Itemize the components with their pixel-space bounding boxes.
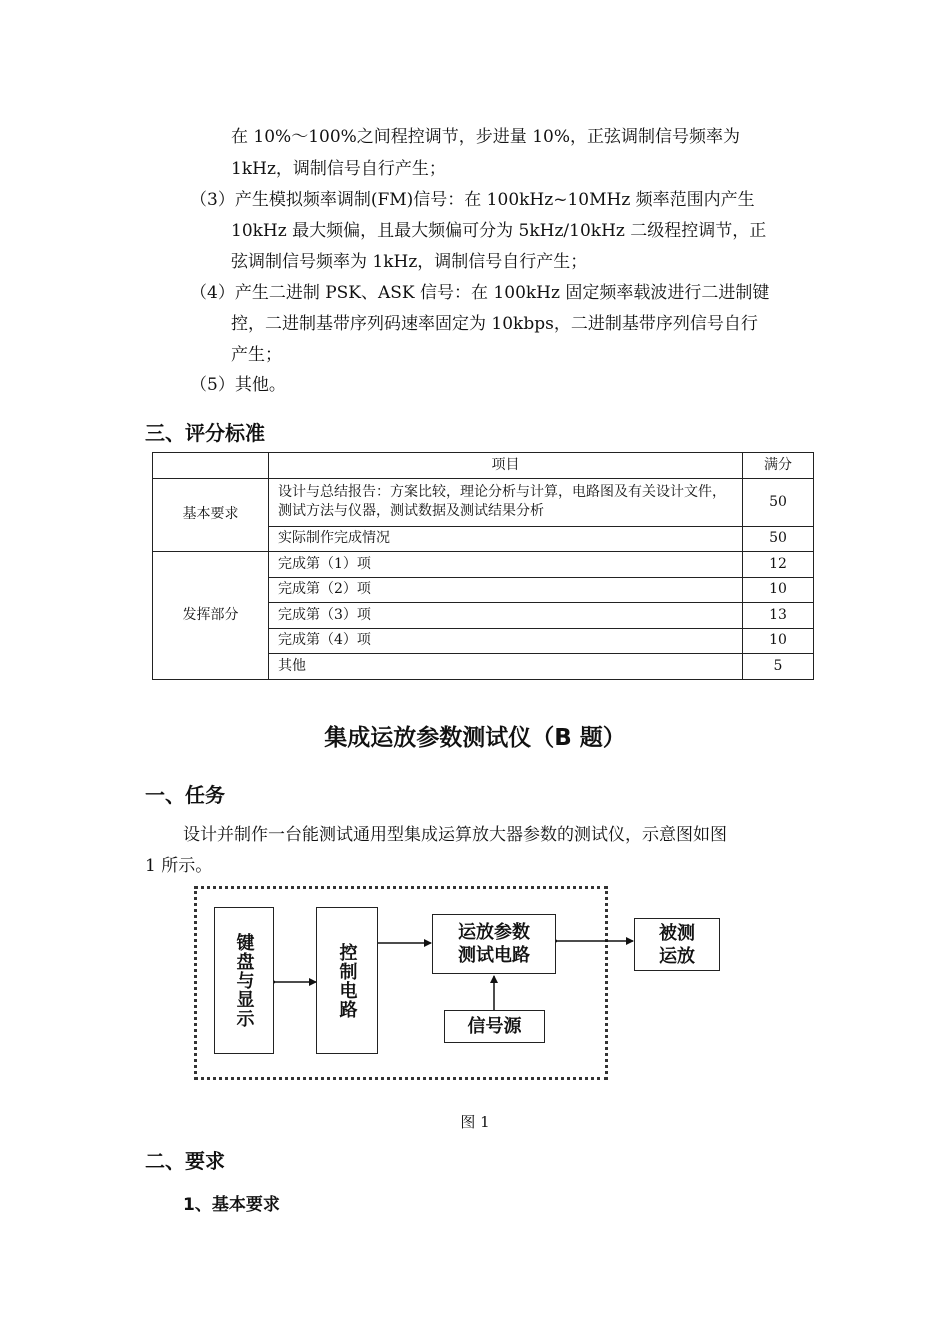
requirements-heading: 二、要求 xyxy=(145,1149,225,1173)
score-cell: 50 xyxy=(743,526,814,552)
signal-source-box xyxy=(444,1010,545,1043)
table-header-row xyxy=(153,453,814,479)
item-cell: 实际制作完成情况 xyxy=(269,526,743,552)
control-circuit-label: 控制电路 xyxy=(336,942,358,1019)
item-cell: 设计与总结报告：方案比较，理论分析与计算，电路图及有关设计文件，测试方法与仪器，测试数据及测试结果分析 xyxy=(269,478,743,526)
item-cell: 其他 xyxy=(269,654,743,680)
header-item: 项目 xyxy=(269,453,743,479)
req-item4-line-3: 产生； xyxy=(231,345,282,365)
category-basic: 基本要求 xyxy=(153,478,269,552)
score-cell: 10 xyxy=(743,628,814,654)
scoring-heading: 三、评分标准 xyxy=(145,421,265,445)
keyboard-display-box xyxy=(214,907,274,1054)
item-cell: 完成第（2）项 xyxy=(269,577,743,603)
req-item3-line-1: （3）产生模拟频率调制(FM)信号：在 100kHz~10MHz 频率范围内产生 xyxy=(190,190,755,210)
score-cell: 10 xyxy=(743,577,814,603)
req-item4-line-2: 控，二进制基带序列码速率固定为 10kbps，二进制基带序列信号自行 xyxy=(231,314,758,334)
dut-label: 被测运放 xyxy=(659,922,695,967)
problem-title: 集成运放参数测试仪（B 题） xyxy=(324,725,626,751)
score-cell: 13 xyxy=(743,603,814,629)
task-line-1: 设计并制作一台能测试通用型集成运算放大器参数的测试仪，示意图如图 xyxy=(183,825,727,845)
scoring-table xyxy=(152,452,814,680)
req-cont-line-1: 在 10%～100%之间程控调节，步进量 10%，正弦调制信号频率为 xyxy=(231,127,740,147)
basic-requirements-heading: 1、基本要求 xyxy=(183,1195,280,1215)
req-item4-line-1: （4）产生二进制 PSK、ASK 信号：在 100kHz 固定频率载波进行二进制键 xyxy=(190,283,770,303)
figure-caption: 图 1 xyxy=(460,1113,490,1131)
score-cell: 12 xyxy=(743,552,814,578)
item-cell: 完成第（4）项 xyxy=(269,628,743,654)
test-circuit-box xyxy=(432,914,556,974)
category-extended: 发挥部分 xyxy=(153,552,269,680)
item-cell: 完成第（3）项 xyxy=(269,603,743,629)
req-cont-line-2: 1kHz，调制信号自行产生； xyxy=(231,159,446,179)
signal-source-label: 信号源 xyxy=(467,1016,522,1037)
header-score: 满分 xyxy=(743,453,814,479)
header-category xyxy=(153,453,269,479)
block-diagram xyxy=(190,884,730,1080)
table-row xyxy=(153,552,814,578)
item-cell: 完成第（1）项 xyxy=(269,552,743,578)
task-line-2: 1 所示。 xyxy=(145,856,213,876)
keyboard-display-label: 键盘与显示 xyxy=(233,933,255,1028)
score-cell: 5 xyxy=(743,654,814,680)
req-item3-line-3: 弦调制信号频率为 1kHz，调制信号自行产生； xyxy=(231,252,588,272)
test-circuit-label: 运放参数测试电路 xyxy=(458,922,530,966)
control-circuit-box xyxy=(316,907,378,1054)
task-heading: 一、任务 xyxy=(145,783,225,807)
dut-box xyxy=(634,918,720,971)
req-item3-line-2: 10kHz 最大频偏，且最大频偏可分为 5kHz/10kHz 二级程控调节，正 xyxy=(231,221,767,241)
req-item5: （5）其他。 xyxy=(190,375,286,395)
table-row xyxy=(153,478,814,526)
score-cell: 50 xyxy=(743,478,814,526)
